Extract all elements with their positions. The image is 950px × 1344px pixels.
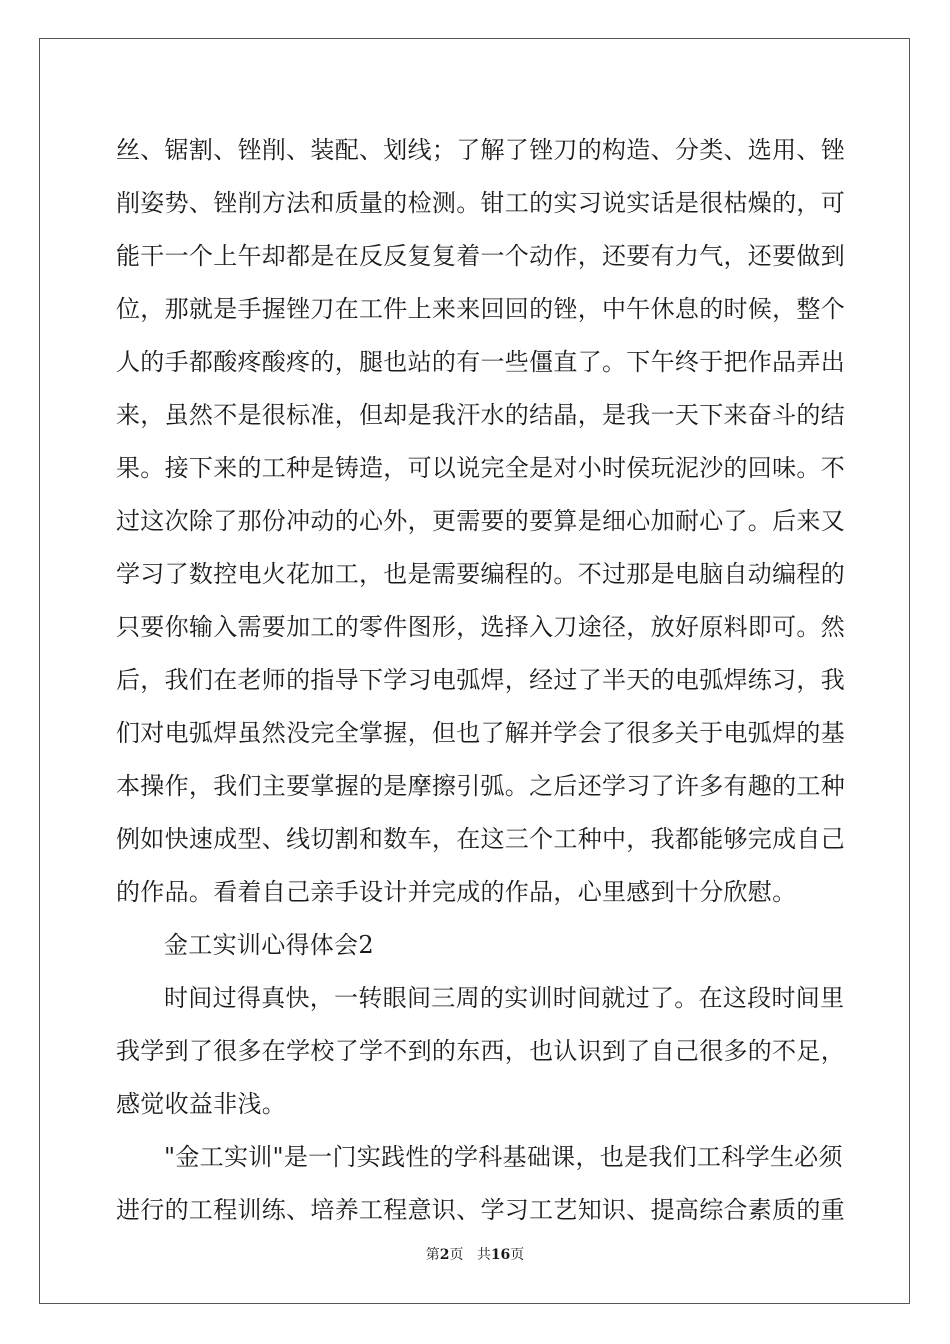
text-line: 位，那就是手握锉刀在工件上来来回回的锉，中午休息的时候，整个	[116, 295, 845, 323]
text-line: 果。接下来的工种是铸造，可以说完全是对小时侯玩泥沙的回味。不	[116, 454, 845, 482]
text-line: 金工实训心得体会2	[164, 931, 374, 959]
text-line: 感觉收益非浅。	[116, 1090, 287, 1118]
footer-total-pages: 16	[490, 1247, 511, 1263]
text-line: 过这次除了那份冲动的心外，更需要的要算是细心加耐心了。后来又	[116, 507, 845, 535]
text-line: 时间过得真快，一转眼间三周的实训时间就过了。在这段时间里	[164, 984, 845, 1012]
text-line: 们对电弧焊虽然没完全掌握，但也了解并学会了很多关于电弧焊的基	[116, 719, 845, 747]
text-line: 后，我们在老师的指导下学习电弧焊，经过了半天的电弧焊练习，我	[116, 666, 845, 694]
page-footer	[0, 1244, 950, 1264]
text-line: 例如快速成型、线切割和数车，在这三个工种中，我都能够完成自己	[116, 825, 845, 853]
footer-prefix: 第	[425, 1247, 440, 1263]
text-line: 学习了数控电火花加工，也是需要编程的。不过那是电脑自动编程的	[116, 560, 845, 588]
footer-page-suffix: 页	[449, 1247, 464, 1263]
text-line: 我学到了很多在学校了学不到的东西，也认识到了自己很多的不足，	[116, 1037, 845, 1065]
text-line: 丝、锯割、锉削、装配、划线；了解了锉刀的构造、分类、选用、锉	[116, 136, 845, 164]
text-line: 本操作，我们主要掌握的是摩擦引弧。之后还学习了许多有趣的工种	[116, 772, 845, 800]
text-line: 来，虽然不是很标准，但却是我汗水的结晶，是我一天下来奋斗的结	[116, 401, 845, 429]
text-line: 的作品。看着自己亲手设计并完成的作品，心里感到十分欣慰。	[116, 878, 797, 906]
document-body	[116, 124, 845, 1237]
text-line: 进行的工程训练、培养工程意识、学习工艺知识、提高综合素质的重	[116, 1196, 845, 1224]
text-line: 能干一个上午却都是在反反复复着一个动作，还要有力气，还要做到	[116, 242, 845, 270]
text-line: 只要你输入需要加工的零件图形，选择入刀途径，放好原料即可。然	[116, 613, 845, 641]
text-line: 人的手都酸疼酸疼的，腿也站的有一些僵直了。下午终于把作品弄出	[116, 348, 845, 376]
text-line: 削姿势、锉削方法和质量的检测。钳工的实习说实话是很枯燥的，可	[116, 189, 845, 217]
footer-total-prefix: 共	[476, 1247, 491, 1263]
footer-page-number: 2	[439, 1247, 450, 1263]
text-line: "金工实训"是一门实践性的学科基础课，也是我们工科学生必须	[164, 1143, 843, 1171]
footer-total-suffix: 页	[510, 1247, 525, 1263]
